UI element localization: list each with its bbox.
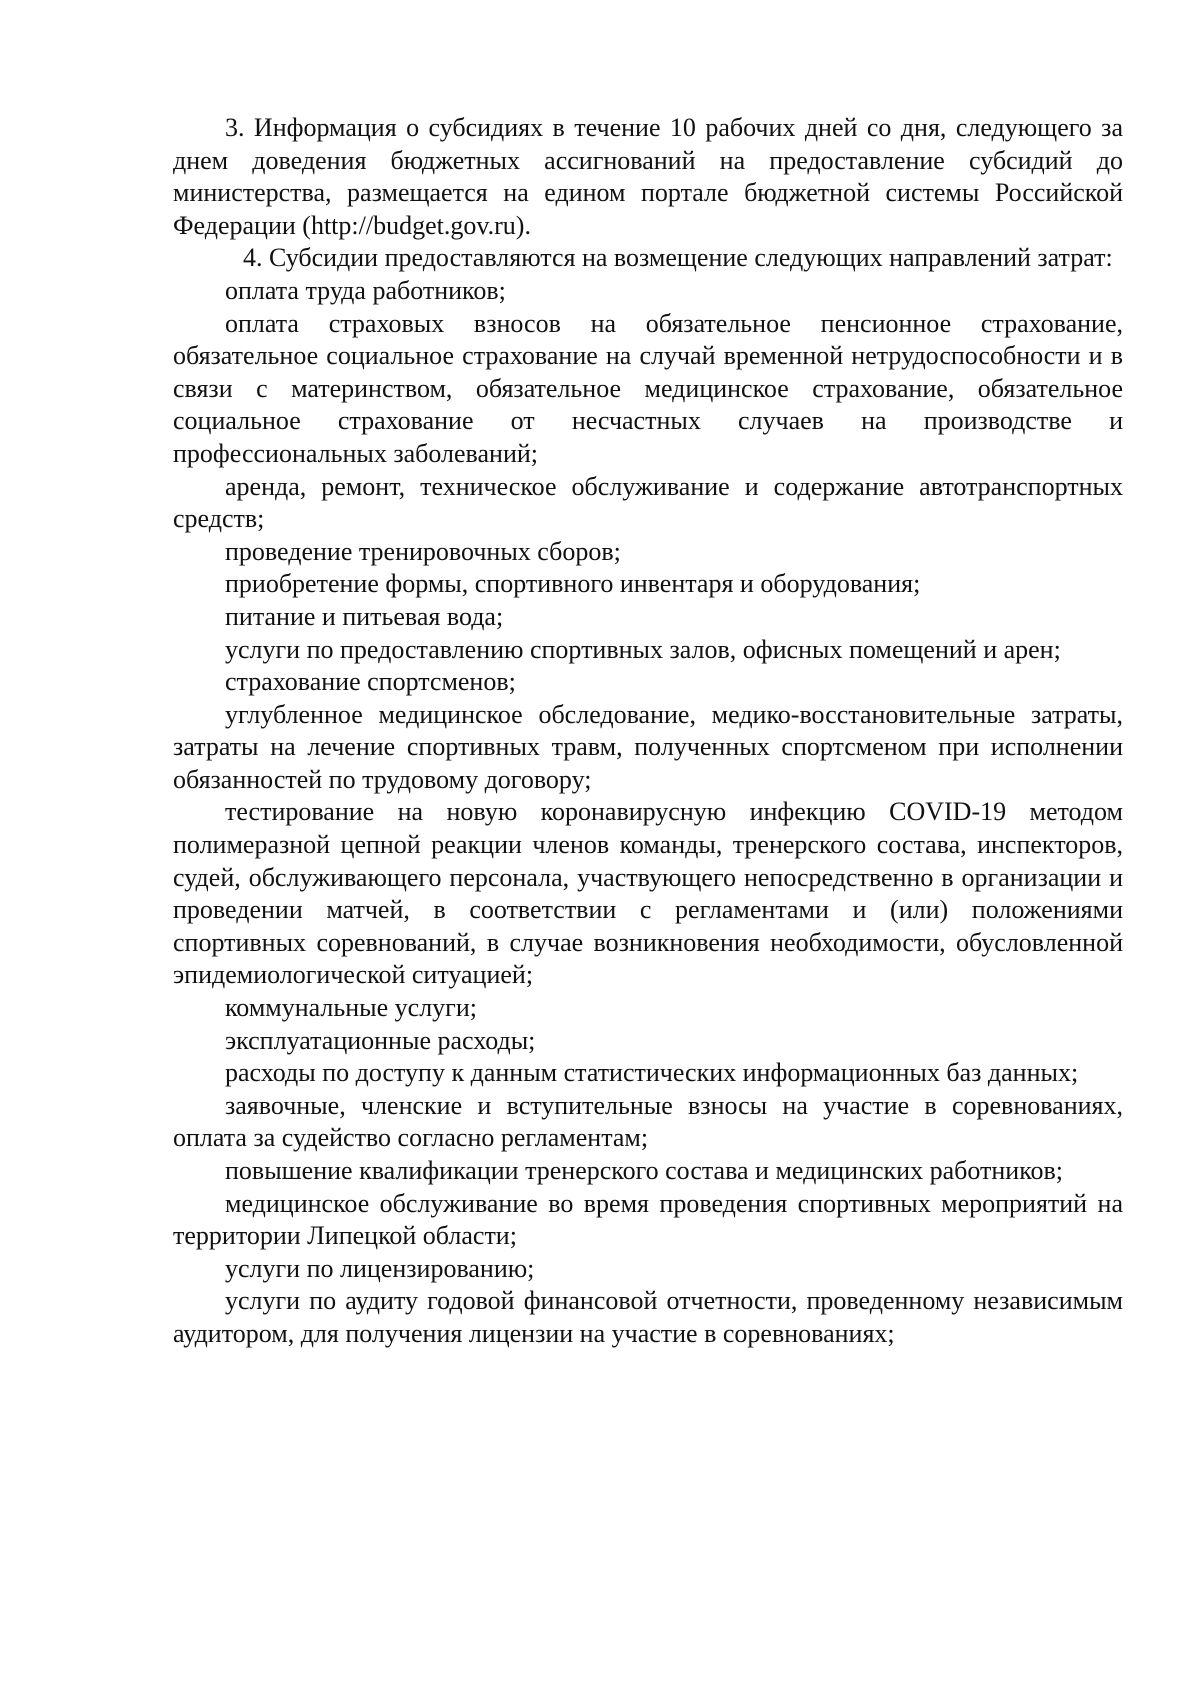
list-item-athlete-insurance: страхование спортсменов; <box>225 667 516 697</box>
list-item-labor-pay: оплата труда работников; <box>225 275 506 305</box>
document-page <box>173 112 1123 1351</box>
paragraph-subsidy-purposes: 4. Субсидии предоставляются на возмещение следующих направлений затрат: <box>243 243 1113 273</box>
list-item-audit: услуги по аудиту годовой финансовой отчетности, проведенному независимым аудитором, для получения лицензии на участие в соревнованиях; <box>173 1286 1123 1348</box>
list-item-food-water: питание и питьевая вода; <box>225 601 504 631</box>
list-item-vehicles: аренда, ремонт, техническое обслуживание и содержание автотранспортных средств; <box>173 471 1123 534</box>
paragraph-subsidy-info: 3. Информация о субсидиях в течение 10 рабочих дней со дня, следующего за днем доведения бюджетных ассигнований на предоставление субсидий до министерства, размещается на едином портале бюджетной системы Российской Федерации (http://budget.gov.ru). <box>173 113 1123 240</box>
list-item-insurance-contributions: оплата страховых взносов на обязательное пенсионное страхование, обязательное социальное страхование на случай временной нетрудоспособности и в связи с материнством, обязательное медицинское страхование, обязательное социальное страхование от несчастных случаев на производстве и профессиональных заболеваний; <box>173 308 1123 468</box>
list-item-entry-fees: заявочные, членские и вступительные взносы на участие в соревнованиях, оплата за судейство согласно регламентам; <box>173 1090 1123 1153</box>
list-item-statistics-databases: расходы по доступу к данным статистических информационных баз данных; <box>225 1058 1079 1088</box>
list-item-operating-expenses: эксплуатационные расходы; <box>225 1025 536 1055</box>
list-item-licensing: услуги по лицензированию; <box>225 1253 535 1283</box>
list-item-medical-service: медицинское обслуживание во время проведения спортивных мероприятий на территории Липецкой области; <box>173 1188 1123 1251</box>
list-item-medical-examination: углубленное медицинское обследование, медико-восстановительные затраты, затраты на лечение спортивных травм, полученных спортсменом при исполнении обязанностей по трудовому договору; <box>173 699 1123 794</box>
list-item-venues: услуги по предоставлению спортивных залов, офисных помещений и арен; <box>225 634 1061 664</box>
list-item-covid-testing: тестирование на новую коронавирусную инфекцию COVID-19 методом полимеразной цепной реакции членов команды, тренерского состава, инспекторов, судей, обслуживающего персонала, участвующего непосредственно в организации и проведении матчей, в соответствии с регламентами и (или) положениями спортивных соревнований, в случае возникновения необходимости, обусловленной эпидемиологической ситуацией; <box>173 797 1123 990</box>
list-item-training-camps: проведение тренировочных сборов; <box>225 536 621 566</box>
list-item-equipment: приобретение формы, спортивного инвентаря и оборудования; <box>225 569 921 599</box>
list-item-staff-training: повышение квалификации тренерского состава и медицинских работников; <box>225 1156 1064 1185</box>
list-item-utilities: коммунальные услуги; <box>225 993 477 1023</box>
